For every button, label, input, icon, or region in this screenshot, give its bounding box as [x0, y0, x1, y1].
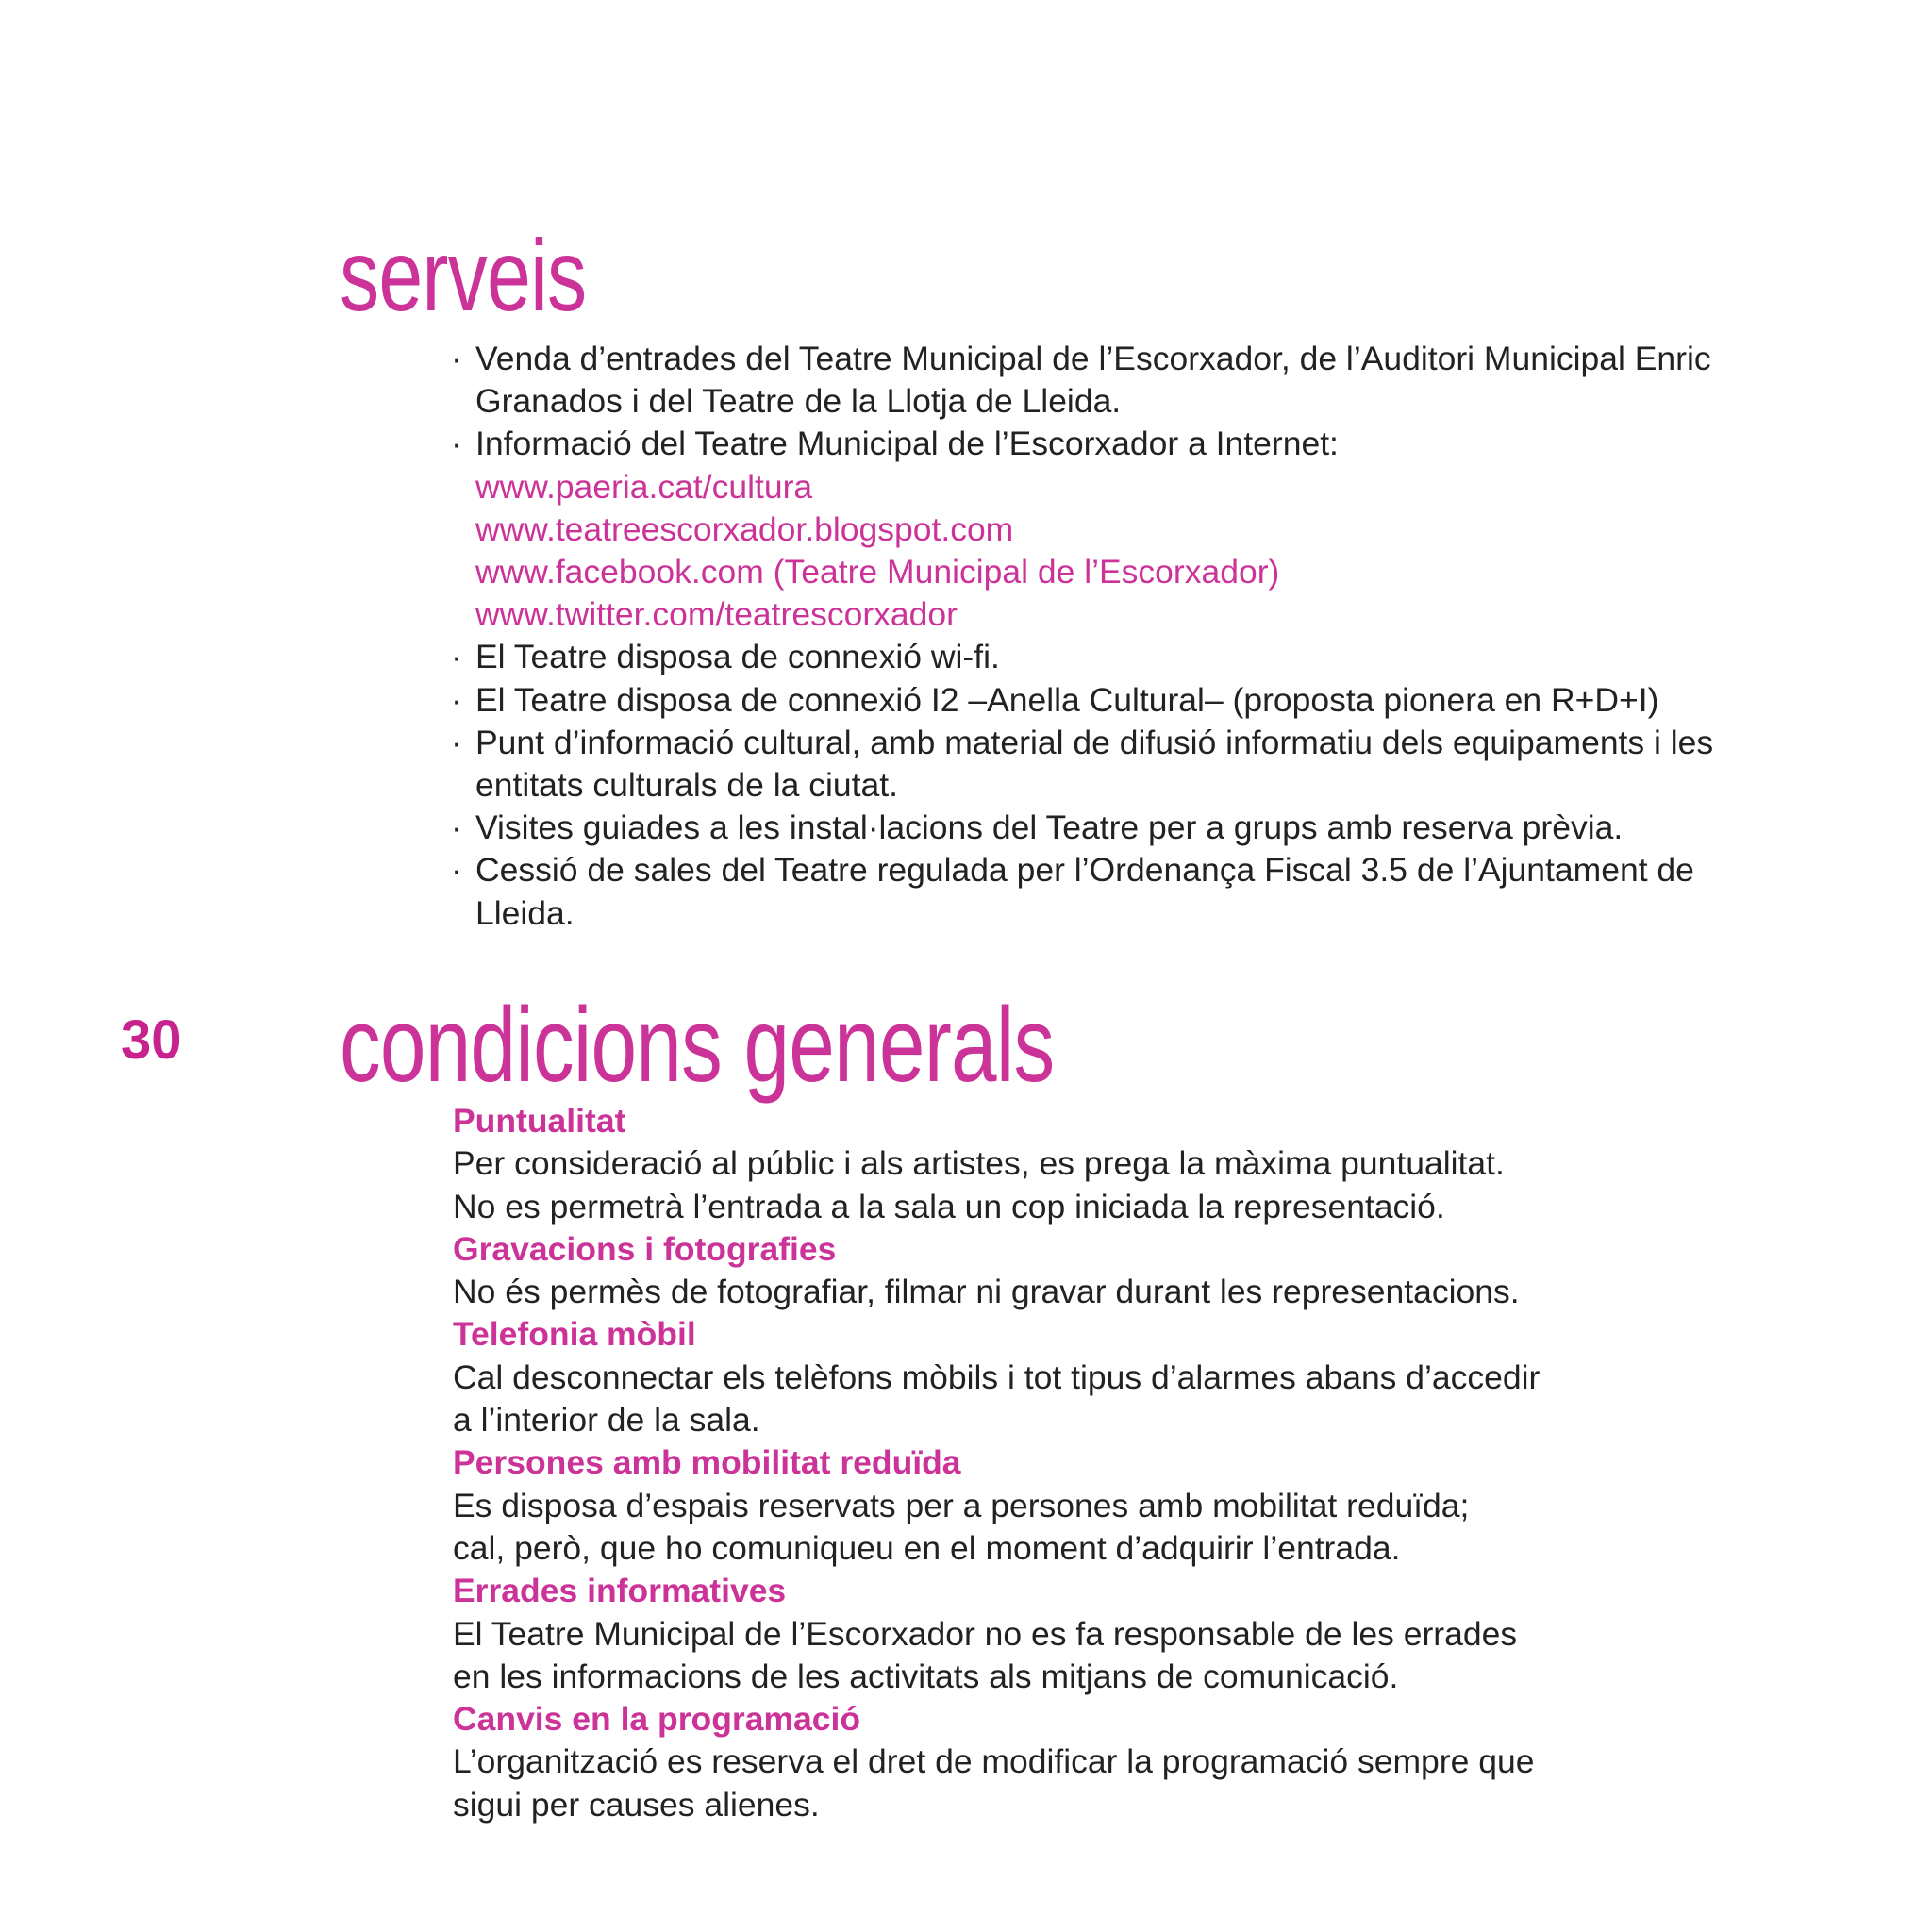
list-item-text: Informació del Teatre Municipal de l’Escorxador a Internet:	[475, 425, 1339, 463]
condition-text: Es disposa d’espais reservats per a persones amb mobilitat reduïda;	[453, 1486, 1470, 1524]
condition-heading-errades: Errades informatives	[453, 1572, 787, 1610]
condition-text: No es permetrà l’entrada a la sala un cop iniciada la representació.	[453, 1187, 1445, 1225]
condition-text: El Teatre Municipal de l’Escorxador no es fa responsable de les errades	[453, 1614, 1518, 1653]
list-item-text: Venda d’entrades del Teatre Municipal de l’Escorxador, de l’Auditori Municipal Enric Granados i del Teatre de la Llotja de Lleida.	[475, 340, 1711, 421]
link-facebook[interactable]: www.facebook.com (Teatre Municipal de l’Escorxador)	[475, 553, 1280, 591]
conditions-list	[453, 1100, 1679, 1826]
link-blogspot[interactable]: www.teatreescorxador.blogspot.com	[475, 509, 1014, 548]
condition-text: No és permès de fotografiar, filmar ni gravar durant les representacions.	[453, 1273, 1520, 1311]
link-paeria[interactable]: www.paeria.cat/cultura	[475, 467, 813, 506]
bullet: ·	[451, 425, 462, 463]
list-item	[451, 807, 1790, 849]
section-title-serveis: serveis	[340, 218, 587, 332]
list-item-text: Visites guiades a les instal·lacions del Teatre per a grups amb reserva prèvia.	[475, 808, 1624, 847]
list-item	[451, 679, 1790, 722]
bullet: ·	[451, 638, 462, 676]
list-item	[451, 849, 1790, 934]
list-item	[451, 636, 1790, 678]
bullet: ·	[451, 808, 462, 847]
bullet: ·	[451, 340, 462, 377]
condition-heading-telefonia: Telefonia mòbil	[453, 1315, 696, 1354]
condition-text: a l’interior de la sala.	[453, 1401, 760, 1440]
services-list	[451, 338, 1790, 935]
list-item-text: Punt d’informació cultural, amb material de difusió informatiu dels equipaments i les entitats culturals de la ciutat.	[475, 723, 1714, 805]
condition-heading-gravacions: Gravacions i fotografies	[453, 1229, 837, 1268]
bullet: ·	[451, 723, 462, 761]
condition-text: sigui per causes alienes.	[453, 1785, 820, 1824]
condition-text: Per consideració al públic i als artistes, es prega la màxima puntualitat.	[453, 1144, 1505, 1183]
page-number: 30	[121, 1009, 182, 1071]
section-title-condicions-generals: condicions generals	[340, 986, 1055, 1104]
list-item-text: Cessió de sales del Teatre regulada per l’Ordenança Fiscal 3.5 de l’Ajuntament de Lleida.	[475, 851, 1694, 932]
bullet: ·	[451, 851, 462, 890]
list-item	[451, 423, 1790, 636]
condition-heading-canvis: Canvis en la programació	[453, 1700, 861, 1739]
condition-heading-puntualitat: Puntualitat	[453, 1102, 626, 1140]
list-item-text: El Teatre disposa de connexió I2 –Anella Cultural– (proposta pionera en R+D+I)	[475, 680, 1659, 719]
condition-text: L’organització es reserva el dret de modificar la programació sempre que	[453, 1742, 1535, 1781]
list-item-text: El Teatre disposa de connexió wi-fi.	[475, 638, 1000, 676]
condition-text: en les informacions de les activitats als mitjans de comunicació.	[453, 1657, 1399, 1695]
link-twitter[interactable]: www.twitter.com/teatrescorxador	[475, 595, 958, 634]
list-item	[451, 722, 1790, 807]
condition-text: cal, però, que ho comuniqueu en el moment d’adquirir l’entrada.	[453, 1528, 1401, 1567]
condition-text: Cal desconnectar els telèfons mòbils i tot tipus d’alarmes abans d’accedir	[453, 1357, 1541, 1396]
list-item	[451, 338, 1790, 423]
condition-heading-mobilitat: Persones amb mobilitat reduïda	[453, 1443, 961, 1482]
bullet: ·	[451, 680, 462, 719]
